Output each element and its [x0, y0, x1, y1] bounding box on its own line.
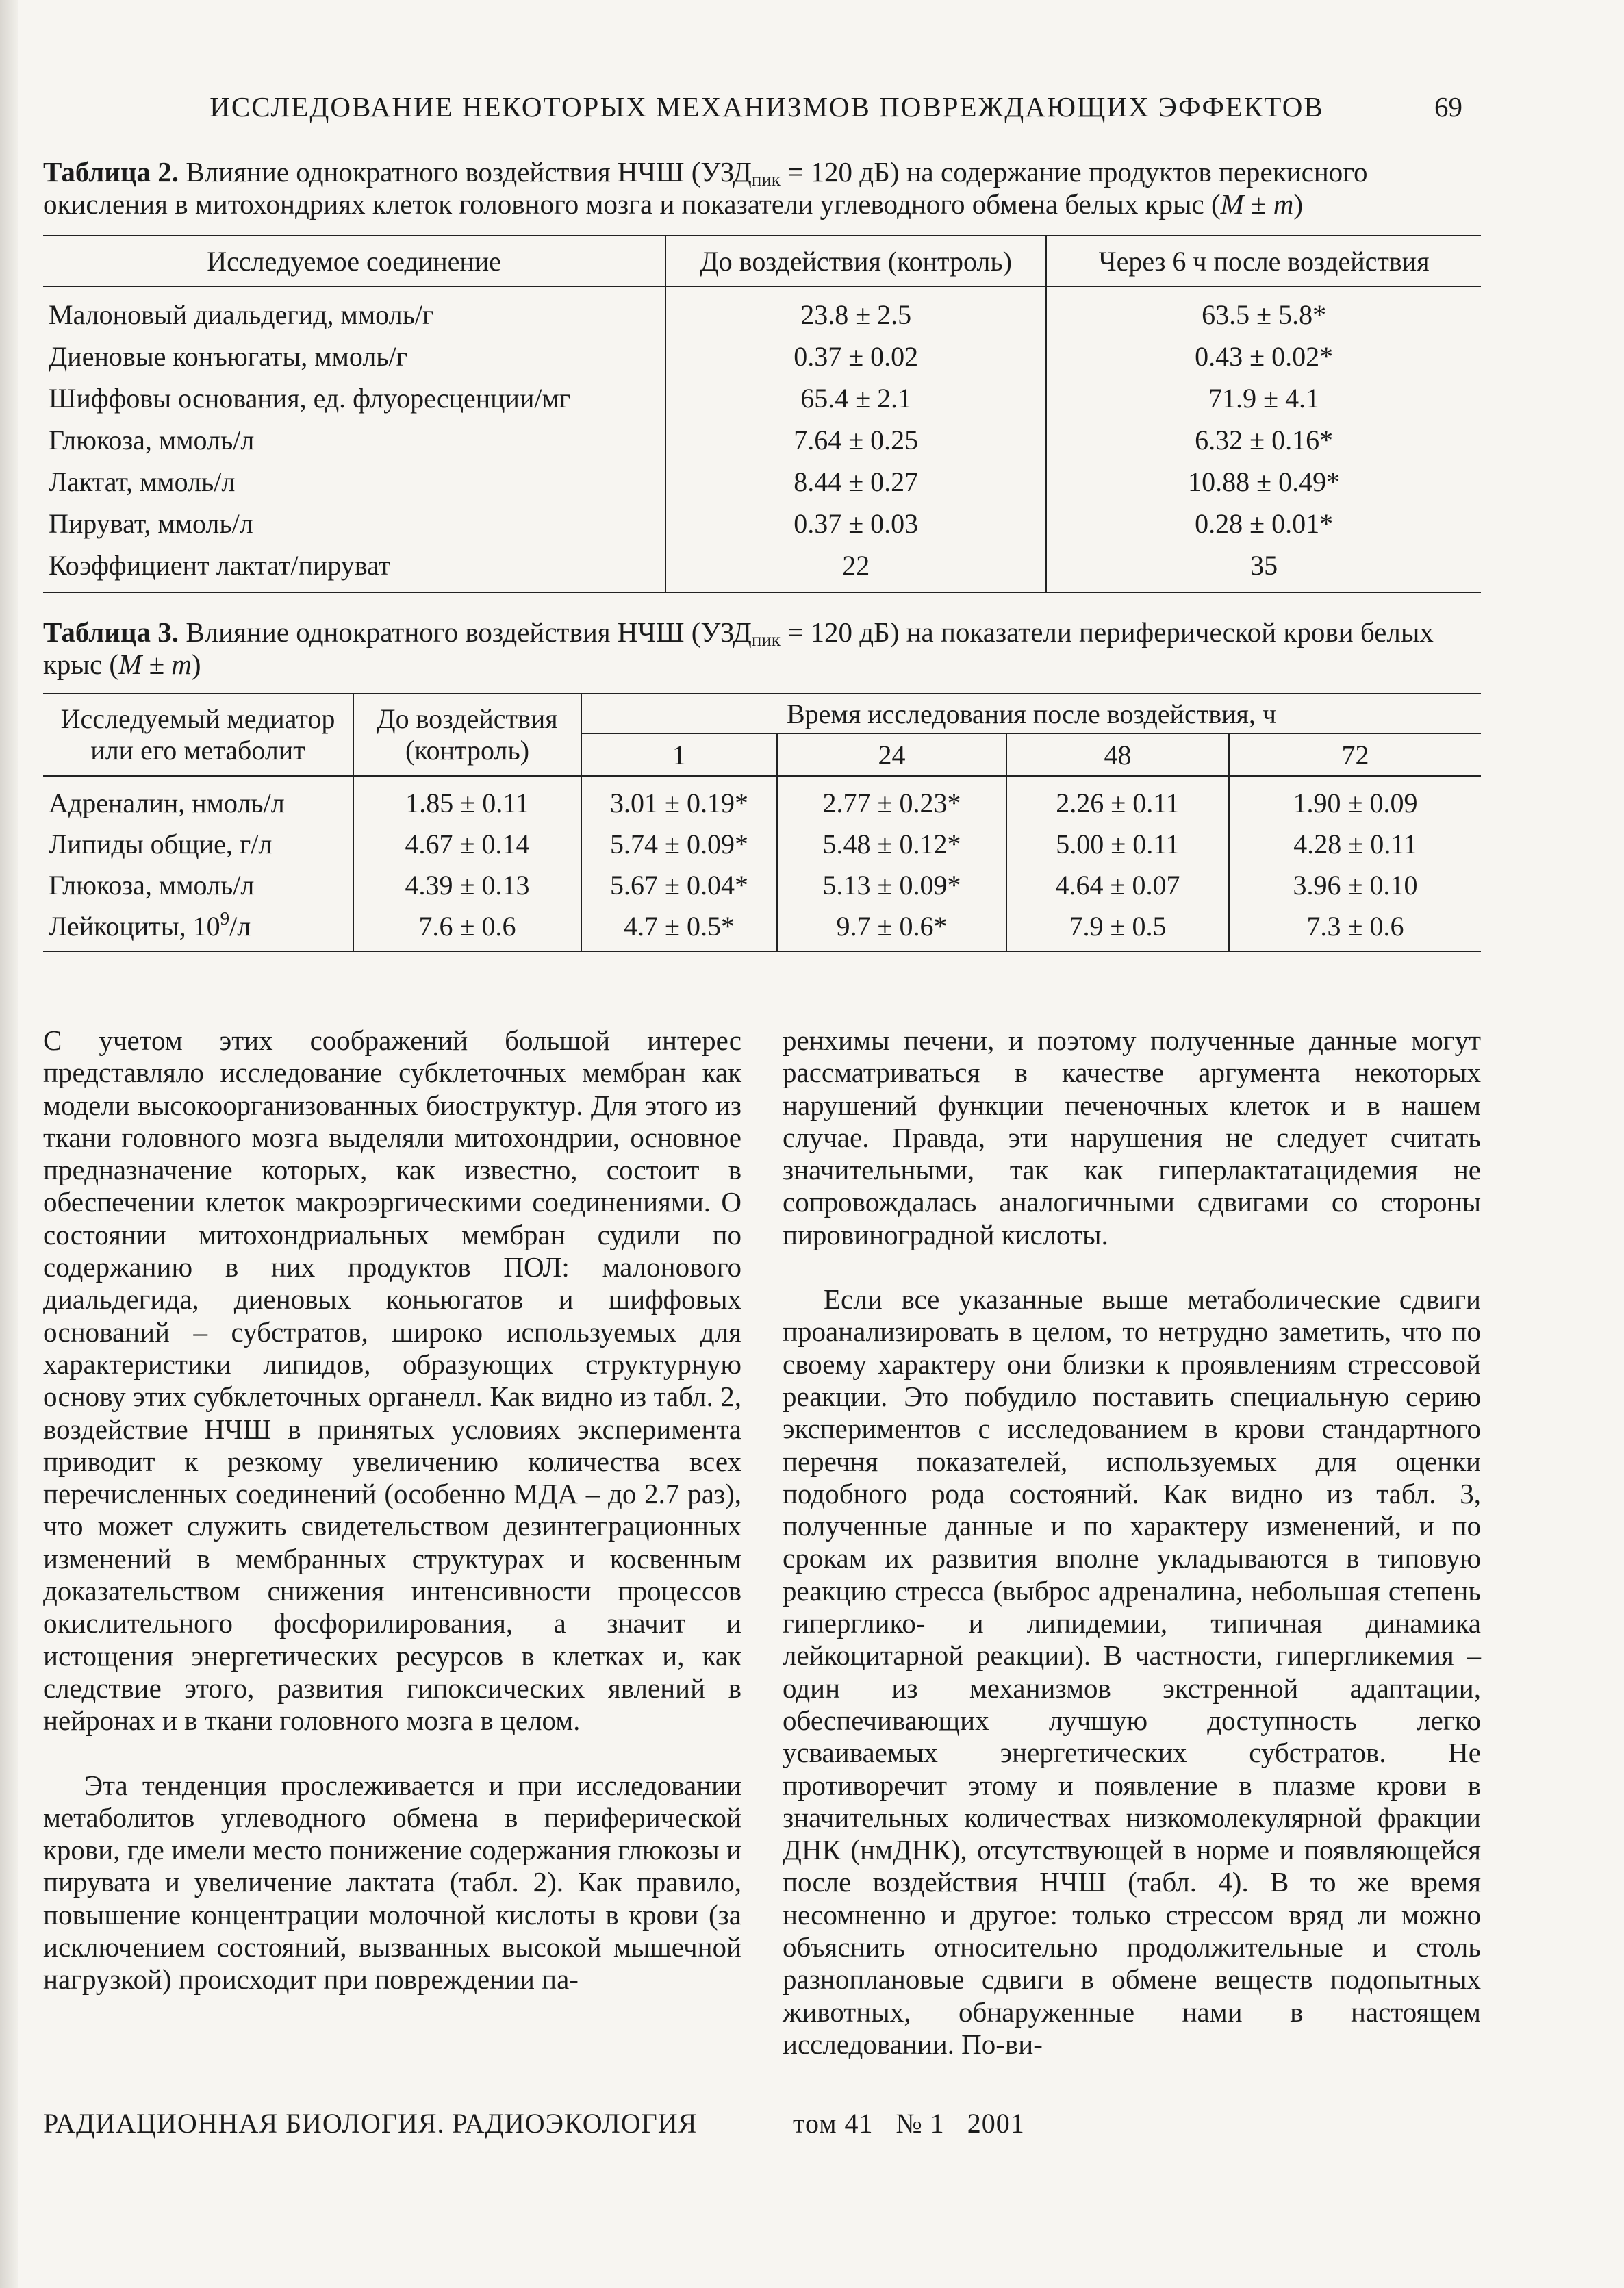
table2-header-compound: Исследуемое соединение — [43, 236, 665, 286]
table-row: Коэффициент лактат/пируват 22 35 — [43, 544, 1481, 592]
body-column-right — [783, 1024, 1481, 2061]
paragraph: Если все указанные выше метаболические сдвиги проанализировать в целом, то нетрудно заметить, что по своему характеру они близки к проявлениям стрессовой реакции. Это побудило поставить специальную серию экспериментов с исследованием в крови стандартного перечня показателей, используемых для оценки подобного рода состояний. Как видно из табл. 3, полученные данные и по характеру изменений, и по срокам их развития вполне укладываются в типовую реакцию стресса (выброс адреналина, небольшая степень гиперглико- и липидемии, типичная динамика лейкоцитарной реакции). В частности, гипергликемия – один из механизмов экстренной адаптации, обеспечивающих лучшую доступность легко усваиваемых энергетических субстратов. Не противоречит этому и появление в плазме крови в значительных количествах низкомолекулярной фракции ДНК (нмДНК), отсутствующей в норме и появляющейся после воздействия НЧШ (табл. 4). В то же время несомненно и другое: только стрессом вряд ли можно объяснить относительно продолжительные и столь разноплановые сдвиги в обмене веществ подопытных животных, обнаруженные нами в настоящем исследовании. По-ви- — [783, 1283, 1481, 2060]
table2-label: Таблица 2. — [43, 156, 179, 188]
footer — [43, 2107, 1025, 2139]
table-row: Диеновые конъюгаты, ммоль/г 0.37 ± 0.02 0.43 ± 0.02* — [43, 336, 1481, 377]
table3-label: Таблица 3. — [43, 616, 179, 648]
table-row: Пируват, ммоль/л 0.37 ± 0.03 0.28 ± 0.01* — [43, 503, 1481, 544]
table-row: Глюкоза, ммоль/л 7.64 ± 0.25 6.32 ± 0.16* — [43, 419, 1481, 461]
table2-header-control: До воздействия (контроль) — [665, 236, 1046, 286]
table2 — [43, 235, 1481, 593]
scan-edge — [0, 0, 18, 2288]
running-title: ИССЛЕДОВАНИЕ НЕКОТОРЫХ МЕХАНИЗМОВ ПОВРЕЖДАЮЩИХ ЭФФЕКТОВ — [210, 91, 1324, 123]
table3-header-mediator: Исследуемый медиатор или его метаболит — [43, 694, 353, 776]
paragraph: Эта тенденция прослеживается и при исследовании метаболитов углеводного обмена в периферической крови, где имели место понижение содержания глюкозы и пирувата и увеличение лактата (табл. 2). Как правило, повышение концентрации молочной кислоты в крови (за исключением состояний, вызванных высокой мышечной нагрузкой) происходит при повреждении па- — [43, 1769, 741, 1996]
table-row: Малоновый диальдегид, ммоль/г 23.8 ± 2.5 63.5 ± 5.8* — [43, 286, 1481, 336]
table-row: Лейкоциты, $10^9/л$ 7.6 ± 0.6 4.7 ± 0.5* 9.7 ± 0.6* 7.9 ± 0.5 7.3 ± 0.6 — [43, 905, 1481, 951]
table-row: Лактат, ммоль/л 8.44 ± 0.27 10.88 ± 0.49* — [43, 461, 1481, 503]
table3-header-control: До воздействия (контроль) — [353, 694, 581, 776]
table-row: Липиды общие, г/л 4.67 ± 0.14 5.74 ± 0.09* 5.48 ± 0.12* 5.00 ± 0.11 4.28 ± 0.11 — [43, 823, 1481, 864]
table3-caption: Таблица 3. Влияние однократного воздействия НЧШ ($УЗД_{пик} = 120$ дБ) на показатели периферической крови белых крыс (M ± m) — [43, 616, 1434, 680]
volume-info: том 41 № 1 2001 — [793, 2108, 1025, 2139]
table2-caption: Таблица 2. Влияние однократного воздействия НЧШ ($УЗД_{пик} = 120$ дБ) на содержание продуктов перекисного окисления в митохондриях клеток головного мозга и показатели углеводного обмена белых крыс (M ± m) — [43, 156, 1368, 220]
paragraph: С учетом этих соображений большой интерес представляло исследование субклеточных мембран как модели высокоорганизованных биоструктур. Для этого из ткани головного мозга выделяли митохондрии, основное предназначение которых, как известно, состоит в обеспечении клеток макроэргическими соединениями. О состоянии митохондриальных мембран судили по содержанию в них продуктов ПОЛ: малонового диальдегида, диеновых коньюгатов и шиффовых оснований – субстратов, широко используемых для характеристики липидов, образующих структурную основу этих субклеточных органелл. Как видно из табл. 2, воздействие НЧШ в принятых условиях эксперимента приводит к резкому увеличению количества всех перечисленных соединений (особенно МДА – до 2.7 раз), что может служить свидетельством дезинтеграционных изменений в мембранных структурах и косвенным доказательством снижения интенсивности процессов окислительного фосфорилирования, а значит и истощения энергетических ресурсов в клетках и, как следствие этого, развития гипоксических явлений в нейронах и в ткани головного мозга в целом. — [43, 1024, 741, 1737]
table-row: Шиффовы основания, ед. флуоресценции/мг 65.4 ± 2.1 71.9 ± 4.1 — [43, 377, 1481, 419]
table3 — [43, 693, 1481, 952]
table2-header-after: Через 6 ч после воздействия — [1046, 236, 1481, 286]
journal-name: РАДИАЦИОННАЯ БИОЛОГИЯ. РАДИОЭКОЛОГИЯ — [43, 2108, 698, 2139]
body-column-left — [43, 1024, 741, 1996]
table3-time-1: 1 — [581, 733, 777, 776]
table-row: Глюкоза, ммоль/л 4.39 ± 0.13 5.67 ± 0.04* 5.13 ± 0.09* 4.64 ± 0.07 3.96 ± 0.10 — [43, 864, 1481, 905]
table3-time-48: 48 — [1006, 733, 1229, 776]
table3-time-24: 24 — [777, 733, 1006, 776]
table-row: Адреналин, нмоль/л 1.85 ± 0.11 3.01 ± 0.19* 2.77 ± 0.23* 2.26 ± 0.11 1.90 ± 0.09 — [43, 776, 1481, 823]
page-number: 69 — [1434, 91, 1462, 123]
paragraph: ренхимы печени, и поэтому полученные данные могут рассматриваться в качестве аргумента некоторых нарушений функции печеночных клеток и в нашем случае. Правда, эти нарушения не следует считать значительными, так как гиперлактатацидемия не сопровождалась аналогичными сдвигами со стороны пировиноградной кислоты. — [783, 1024, 1481, 1250]
table3-header-time: Время исследования после воздействия, ч — [581, 694, 1481, 733]
table3-time-72: 72 — [1229, 733, 1481, 776]
